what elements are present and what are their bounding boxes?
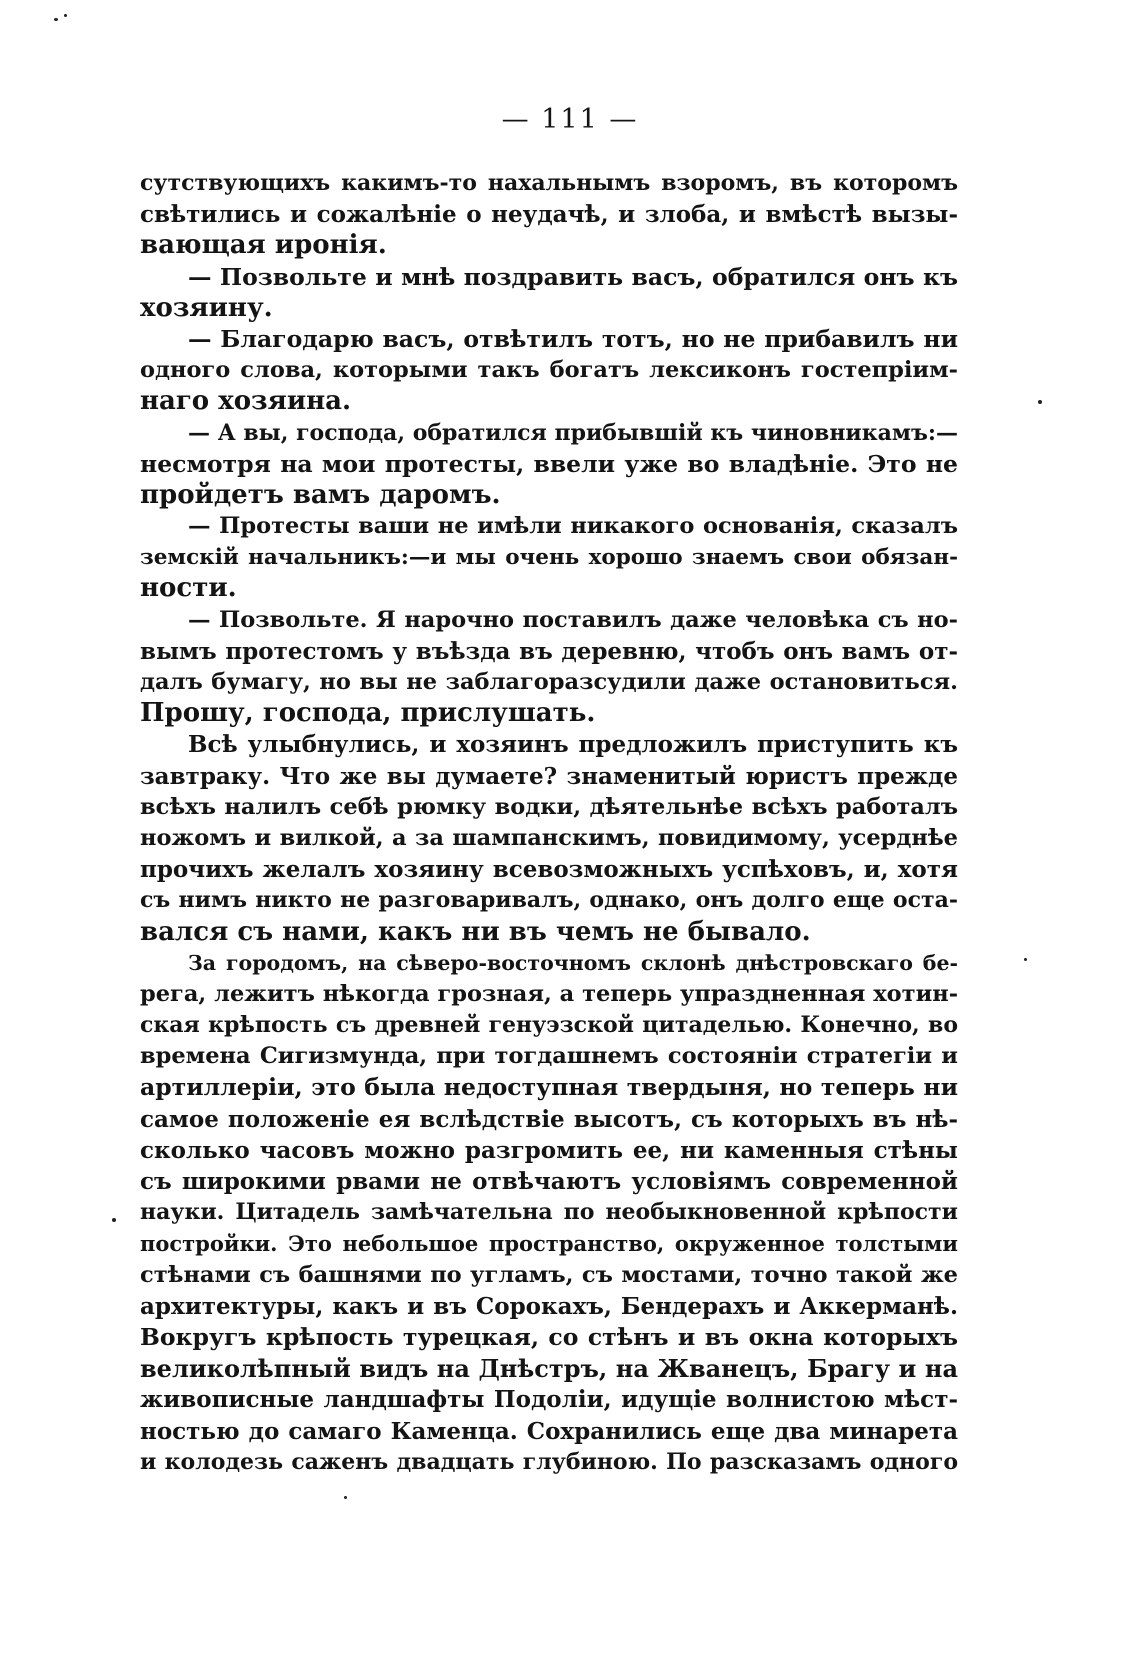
text-line: съ широкими рвами не отвѣчаютъ условіямъ современной (140, 1168, 958, 1195)
text-line: далъ бумагу, но вы не заблагоразсудили даже остановиться. (140, 669, 958, 695)
text-line: — А вы, господа, обратился прибывшій къ чиновникамъ:— (188, 419, 958, 446)
text-line: архитектуры, какъ и въ Сорокахъ, Бендерахъ и Аккерманѣ. (140, 1292, 958, 1320)
text-line: — Благодарю васъ, отвѣтилъ тотъ, но не прибавилъ ни (188, 324, 958, 353)
scan-speck (1024, 958, 1027, 961)
text-line: вался съ нами, какъ ни въ чемъ не бывало. (140, 916, 811, 947)
text-line: ностью до самаго Каменца. Сохранились еще два минарета (140, 1417, 958, 1445)
text-line: стѣнами съ башнями по угламъ, съ мостами, точно такой же (140, 1261, 958, 1288)
text-line: одного слова, которыми такъ богатъ лексиконъ гостепріим- (140, 357, 958, 384)
text-line: постройки. Это небольшое пространство, окруженное толстыми (140, 1231, 958, 1257)
scan-speck (64, 14, 67, 17)
text-line: великолѣпный видъ на Днѣстръ, на Жванецъ, Брагу и на (140, 1354, 958, 1384)
text-line: — Протесты ваши не имѣли никакого основанія, сказалъ (188, 513, 958, 540)
text-line: артиллеріи, это была недоступная твердыня, но теперь ни (140, 1073, 958, 1102)
text-line: завтраку. Что же вы думаете? знаменитый юристъ прежде (140, 762, 958, 790)
text-line: живописные ландшафты Подоліи, идущіе волнистою мѣст- (140, 1386, 958, 1414)
text-line: самое положеніе ея вслѣдствіе высотъ, съ которыхъ въ нѣ- (140, 1105, 958, 1133)
text-line: времена Сигизмунда, при тогдашнемъ состояніи стратегіи и (140, 1043, 958, 1070)
text-line: сколько часовъ можно разгромить ее, ни каменныя стѣны (140, 1136, 958, 1164)
text-line: сутствующихъ какимъ-то нахальнымъ взоромъ, въ которомъ (140, 170, 958, 196)
text-line: хозяину. (140, 292, 273, 323)
text-line: Всѣ улыбнулись, и хозяинъ предложилъ приступить къ (188, 731, 958, 759)
scan-speck (1038, 400, 1042, 404)
page-number: — 111 — (501, 104, 639, 135)
text-line: прочихъ желалъ хозяину всевозможныхъ успѣховъ, и, хотя (140, 856, 958, 884)
text-line: За городомъ, на сѣверо-восточномъ склонѣ днѣстровскаго бе- (188, 950, 958, 975)
text-line: свѣтились и сожалѣніе о неудачѣ, и злоба, и вмѣстѣ вызы- (140, 201, 958, 229)
text-line: несмотря на мои протесты, ввели уже во владѣніе. Это не (140, 449, 958, 478)
scan-speck (54, 18, 58, 21)
text-line: — Позвольте и мнѣ поздравить васъ, обратился онъ къ (188, 262, 958, 291)
text-line: пройдетъ вамъ даромъ. (140, 479, 501, 510)
text-line: ности. (140, 573, 237, 604)
text-line: вымъ протестомъ у въѣзда въ деревню, чтобъ онъ вамъ от- (140, 637, 958, 665)
text-line: ножомъ и вилкой, а за шампанскимъ, повидимому, усерднѣе (140, 824, 958, 851)
text-line: земскій начальникъ:—и мы очень хорошо знаемъ свои обязан- (140, 545, 958, 571)
scan-speck (344, 1496, 347, 1499)
text-line: всѣхъ налилъ себѣ рюмку водки, дѣятельнѣе всѣхъ работалъ (140, 793, 958, 820)
text-line: съ нимъ никто не разговаривалъ, однако, онъ долго еще оста- (140, 887, 958, 914)
text-line: науки. Цитадель замѣчательна по необыкновенной крѣпости (140, 1199, 958, 1226)
text-line: ская крѣпость съ древней генуэзской цитаделью. Конечно, во (140, 1012, 958, 1039)
text-line: наго хозяина. (140, 386, 352, 417)
text-line: вающая иронія. (140, 230, 387, 261)
scan-speck (112, 1218, 116, 1222)
text-line: — Позвольте. Я нарочно поставилъ даже человѣка съ но- (188, 606, 958, 633)
text-line: рега, лежитъ нѣкогда грозная, а теперь упраздненная хотин- (140, 980, 958, 1007)
text-line: Прошу, господа, прислушать. (140, 698, 596, 729)
text-line: и колодезь саженъ двадцать глубиною. По разсказамъ одного (140, 1448, 958, 1475)
body-text (140, 168, 958, 1478)
text-line: Вокругъ крѣпость турецкая, со стѣнъ и въ окна которыхъ (140, 1322, 958, 1351)
